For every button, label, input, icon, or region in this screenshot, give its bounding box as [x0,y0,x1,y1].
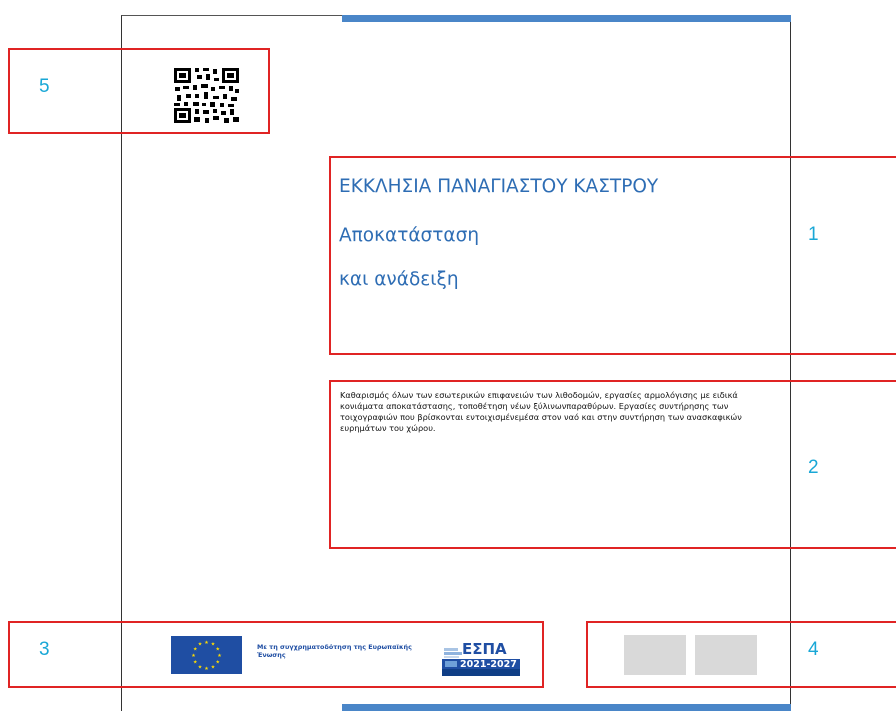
eu-cofunding-caption: Με τη συγχρηματοδότηση της Ευρωπαϊκής Ένωσης [257,643,412,659]
espa-years: 2021-2027 [460,659,517,670]
title-line-2: Αποκατάσταση [339,225,480,246]
description-text: Καθαρισμός όλων των εσωτερικών επιφανειών των λιθοδομών, εργασίες αρμολόγισης με ειδικά κονιάματα αποκατάστασης, τοποθέτηση νέων ξύλινωνπαραθύρων. Εργασίες συντήρησης των τοιχογραφιών που βρίσκονται εντοιχισμένεμέσα στον ναό και στην συντήρηση των ανασκαφικών ευρημάτων του χώρου. [340,390,742,433]
annotation-box-3 [8,621,544,688]
svg-text:★: ★ [204,666,209,672]
svg-text:★: ★ [210,664,216,671]
marker-4: 4 [808,639,819,660]
svg-text:★: ★ [215,646,221,653]
title-line-1: ΕΚΚΛΗΣΙΑ ΠΑΝΑΓΙΑΣΤΟΥ ΚΑΣΤΡΟΥ [339,176,659,197]
marker-3: 3 [39,639,50,660]
bottom-accent-bar [342,704,791,711]
svg-text:★: ★ [197,641,203,648]
svg-text:★: ★ [192,646,198,653]
title-line-3: και ανάδειξη [339,269,459,290]
svg-text:★: ★ [197,664,203,671]
annotation-box-4 [586,621,896,688]
svg-text:★: ★ [217,653,222,659]
svg-text:★: ★ [215,659,221,666]
top-accent-bar [342,15,791,22]
marker-1: 1 [808,224,819,245]
marker-2: 2 [808,457,819,478]
svg-text:★: ★ [210,641,216,648]
svg-text:★: ★ [191,653,196,659]
annotation-box-1 [329,156,896,355]
espa-wordmark: ΕΣΠΑ [462,640,507,658]
svg-text:★: ★ [204,640,209,646]
svg-text:★: ★ [192,659,198,666]
marker-5: 5 [39,76,50,97]
